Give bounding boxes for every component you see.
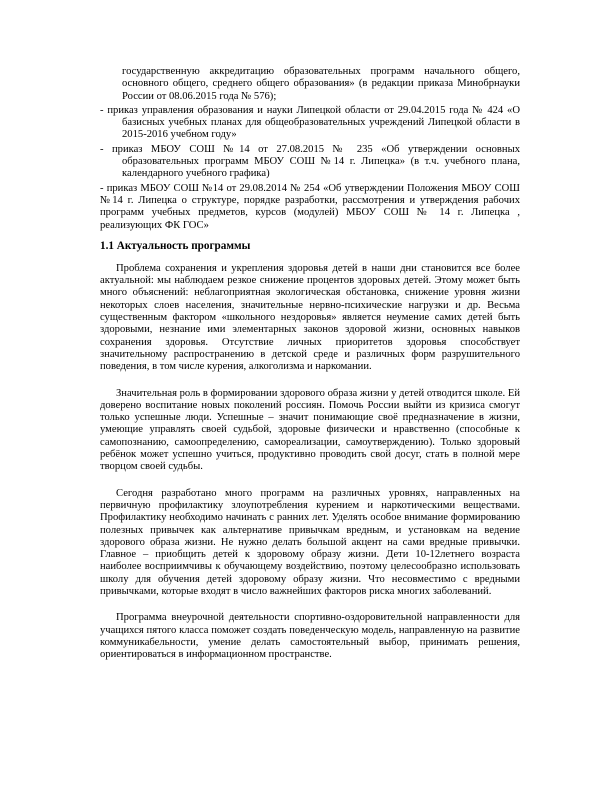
intro-continuation: государственную аккредитацию образовательных программ начального общего, основного общего, среднего общего образования» (в редакции приказа Минобрнауки России от 08.06.2015 года № 576); <box>122 66 520 102</box>
regulation-list <box>100 105 520 232</box>
paragraph: Программа внеурочной деятельности спортивно-оздоровительной направленности для учащихся пятого класса поможет создать поведенческую модель, направленную на развитие коммуникабельности, умение делать самостоятельный выбор, принимать решения, ориентироваться в информационном пространстве. <box>100 612 520 661</box>
section-heading: 1.1 Актуальность программы <box>100 239 251 252</box>
list-item: - приказ МБОУ СОШ №14 от 29.08.2014 № 254 «Об утверждении Положения МБОУ СОШ №14 г. Липецка о структуре, порядке разработки, рассмотрения и утверждения рабочих программ учебных предметов, курсов (модулей) МБОУ СОШ № 14 г. Липецка , реализующих ФК ГОС» <box>100 182 520 231</box>
list-item: - приказ МБОУ СОШ №14 от 27.08.2015 № 235 «Об утверждении основных образовательных программ МБОУ СОШ №14 г. Липецка» (в т.ч. учебного плана, календарного учебного графика) <box>100 143 520 180</box>
list-item: - приказ управления образования и науки Липецкой области от 29.04.2015 года № 424 «О базисных учебных планах для общеобразовательных учреждений Липецкой области в 2015-2016 учебном году» <box>100 104 520 141</box>
page-body <box>100 66 520 675</box>
paragraph: Проблема сохранения и укрепления здоровья детей в наши дни становится все более актуальной: мы наблюдаем резкое снижение процентов здоровых детей. Этому может быть много объяснений: неблагоприятная экологическая обстановка, снижение уровня жизни некоторых слоев населения, значительные нервно-психические нагрузки и др. Весьма существенным фактором «школьного нездоровья» является неумение самих детей быть здоровыми, незнание ими элементарных законов здоровой жизни, основных навыков сохранения здоровья. Отсутствие личных приоритетов здоровья способствует значительному распространению в детской среде и различных форм разрушительного поведения, в том числе курения, алкоголизма и наркомании. <box>100 262 520 373</box>
paragraph: Сегодня разработано много программ на различных уровнях, направленных на первичную профилактику злоупотребления курением и наркотическими веществами. Профилактику необходимо начинать с ранних лет. Уделять особое внимание формированию полезных привычек как альтернативе привычкам вредным, и установкам на ведение здорового образа жизни. Не нужно делать большой акцент на сами вредные привычки. Главное – приобщить детей к здоровому образу жизни. Дети 10-12летнего возраста наиболее восприимчивы к обучающему воздействию, поэтому целесообразно использовать школу для обучения детей здоровому образу жизни. Что несовместимо с вредными привычками, которые входят в число важнейших факторов риска многих заболеваний. <box>100 487 520 597</box>
paragraph: Значительная роль в формировании здорового образа жизни у детей отводится школе. Ей доверено воспитание новых поколений россиян. Помочь России выйти из кризиса смогут только успешные люди. Успешные – значит понимающие своё предназначение в жизни, умеющие управлять своей судьбой, здоровые физически и нравственно (способные к самопознанию, самоопределению, самореализации, самоутверждению). Только здоровый ребёнок может успешно учиться, продуктивно проводить свой досуг, стать в полной мере творцом своей судьбы. <box>100 387 520 473</box>
